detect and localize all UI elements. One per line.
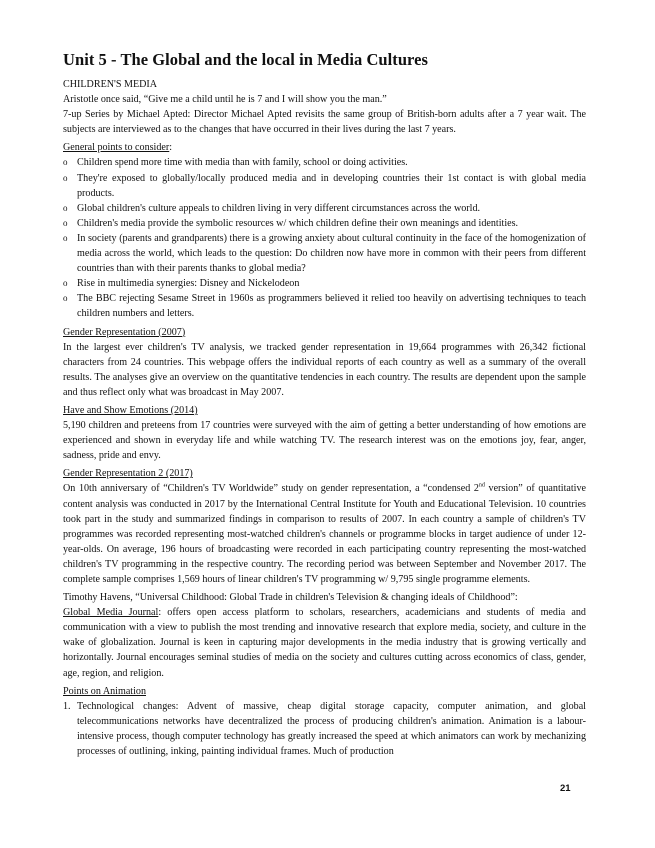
list-item: o Rise in multimedia synergies: Disney and Nickelodeon: [63, 276, 586, 291]
page-title: Unit 5 - The Global and the local in Media Cultures: [63, 50, 428, 69]
animation-heading: Points on Animation: [63, 685, 147, 697]
bullet-circle-icon: o: [63, 202, 68, 213]
gender-rep-2007-body: In the largest ever children's TV analysis, we tracked gender representation in 19,664 programmes with 26,342 fictional characters from 24 countries. This webpage offers the individual reports of each country as well as a summary of the overall results. The analyses give an overview on the quantitative tendencies in each country. The results are dependent upon the sample and thus reflect only what was broadcast in May 2007.: [63, 341, 586, 398]
animation-list: [63, 699, 586, 759]
list-item: o Children's media provide the symbolic resources w/ which children define their own meanings and identities.: [63, 216, 586, 231]
havens-citation: Timothy Havens, “Universal Childhood: Global Trade in children's Television & changing ideals of Childhood”:: [63, 592, 518, 604]
gender-rep-2017-heading: Gender Representation 2 (2017): [63, 468, 193, 480]
general-points-colon: :: [169, 142, 173, 154]
list-item: o They're exposed to globally/locally produced media and in developing countries their 1st contact is with global media products.: [63, 172, 586, 199]
gender-rep-2007-heading: Gender Representation (2007): [63, 326, 186, 338]
section-heading: CHILDREN'S MEDIA: [63, 79, 158, 90]
global-media-journal-paragraph: Global Media Journal: offers open access platform to scholars, researchers, academicians and students of media and communication with a view to publish the most trending and innovative research that explore media, society, and culture in the wake of globalization. Journal is keen in capturing major developments in the media industry that is growing vertically and horizontally. Journal encourages seminal studies of media on the society and cultures cutting across economics of class, gender, age, region, and religion.: [63, 607, 586, 679]
emotions-2014-heading: Have and Show Emotions (2014): [63, 404, 198, 416]
bullet-circle-icon: o: [63, 217, 68, 228]
list-item: o Children spend more time with media than with family, school or doing activities.: [63, 155, 586, 170]
list-item: o In society (parents and grandparents) there is a growing anxiety about cultural continuity in the face of the homogenization of media across the world, which leads to the question: Do children now have more in common with their peers from different countries than with their parents thanks to global media?: [63, 232, 586, 275]
document-body: [63, 77, 586, 759]
bullet-circle-icon: o: [63, 278, 68, 289]
page-number: 21: [560, 783, 571, 794]
aristotle-quote: Aristotle once said, “Give me a child until he is 7 and I will show you the man.”: [63, 94, 387, 106]
gender-rep-2017-body: On 10th anniversary of “Children's TV Worldwide” study on gender representation, a “condensed 2nd version” of quantitative content analysis was conducted in 2017 by the International Central Institute for Youth and Educational Television. 10 countries took part in the study and summarized findings in comparison to results of 2007. In each country a sample of children's TV programmes was recorded representing most-watched children's channels or programme blocks in target audience of under 12-year-olds. On average, 196 hours of broadcasting were recorded in each participating country representing the most-watched children's TV programming in the respective country. The recording period was between September and November 2017. The complete sample comprises 1,569 hours of linear children's TV programming w/ 9,795 single programme elements.: [63, 483, 586, 585]
bullet-circle-icon: o: [63, 293, 68, 304]
general-points-heading-text: General points to consider: [63, 142, 170, 154]
global-media-journal-label: Global Media Journal: [63, 607, 159, 619]
general-points-list: [63, 155, 586, 321]
seven-up-paragraph: 7-up Series by Michael Apted: Director Michael Apted revisits the same group of British-born adults after a 7 year wait. The subjects are interviewed as to the changes that have occurred in their lives during the last 7 years.: [63, 109, 586, 136]
list-item: 1. Technological changes: Advent of massive, cheap digital storage capacity, computer animation, and global telecommunications networks have decentralized the process of producing children's animation. Animation is a labour-intensive process, though computer technology has greatly increased the speed at which animators can work by mechanizing processes of outlining, inking, painting individual frames. Much of production: [63, 700, 586, 758]
general-points-heading: [63, 140, 586, 155]
list-item: o Global children's culture appeals to children living in very different circumstances across the world.: [63, 201, 586, 216]
list-item: o The BBC rejecting Sesame Street in 1960s as programmers believed it relied too heavily on advertising techniques to teach children numbers and letters.: [63, 293, 586, 320]
emotions-2014-body: 5,190 children and preteens from 17 countries were surveyed with the aim of getting a better understanding of how emotions are experienced and shown in everyday life and while watching TV. The research interest was on the emotions joy, fear, anger, sadness, pride and envy.: [63, 420, 586, 462]
bullet-circle-icon: o: [63, 232, 68, 243]
bullet-circle-icon: o: [63, 172, 68, 183]
bullet-circle-icon: o: [63, 157, 68, 168]
